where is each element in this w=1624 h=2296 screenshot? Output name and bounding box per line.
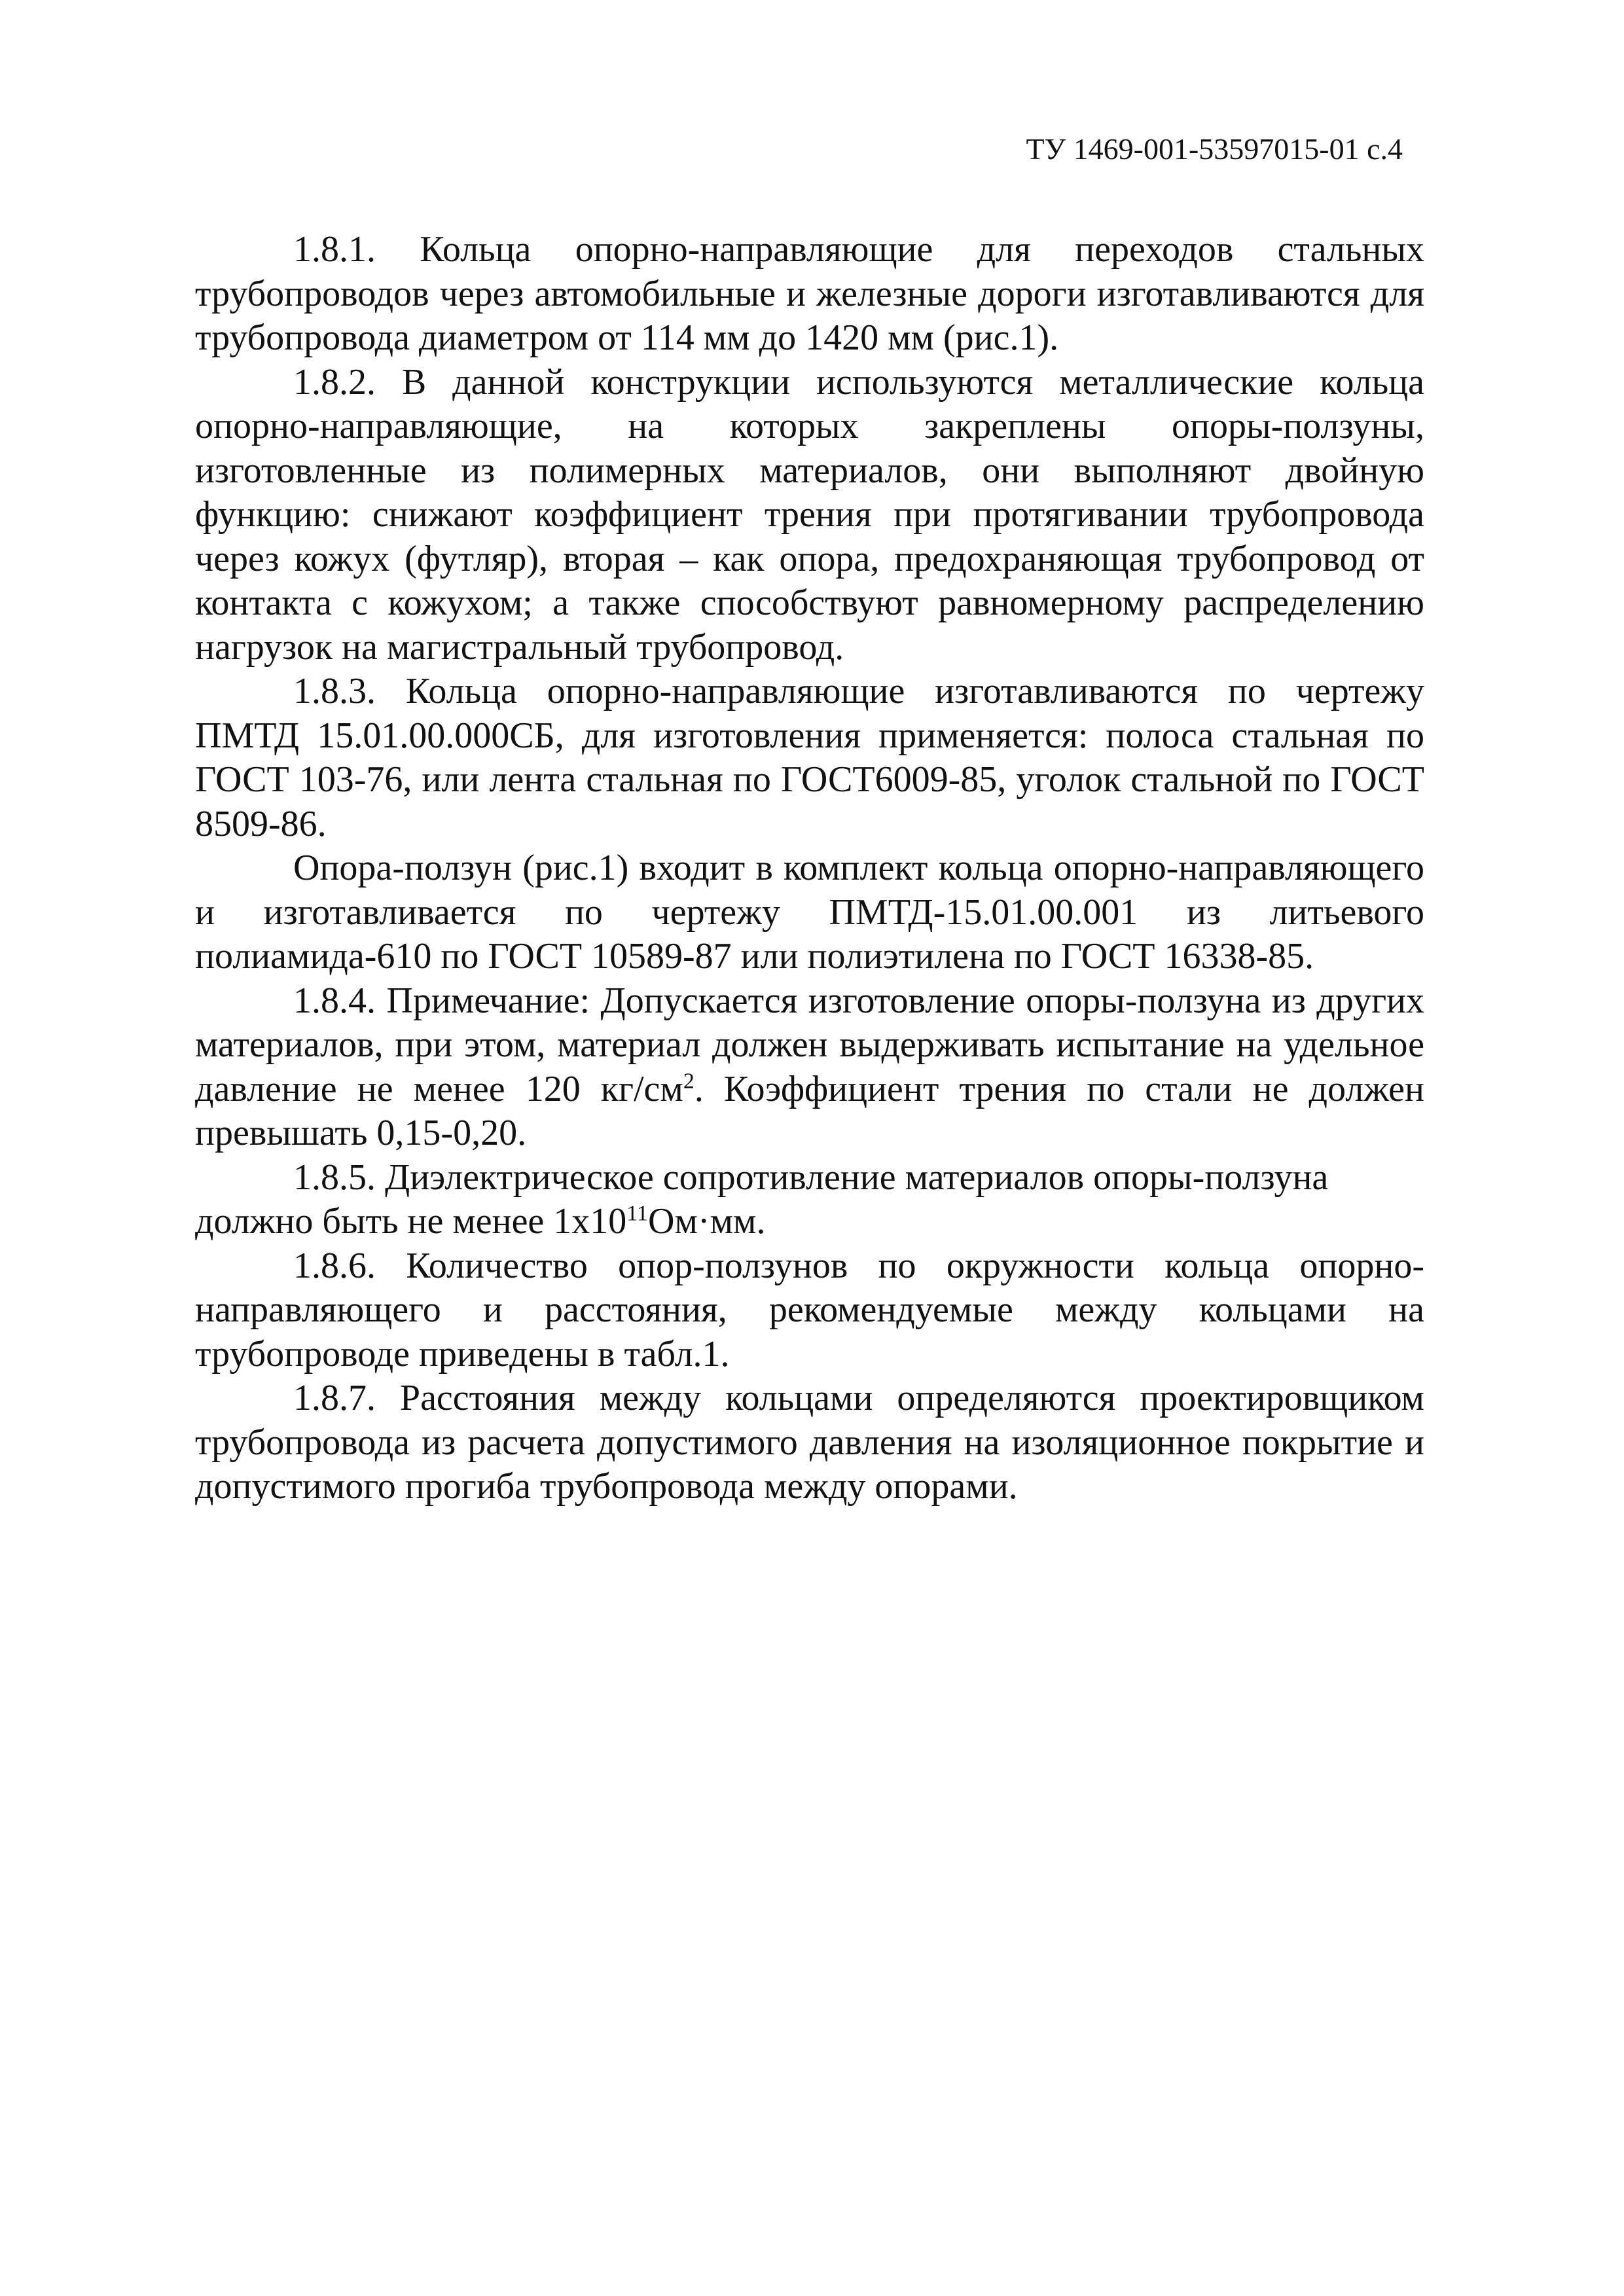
- paragraph-1-8-5-text-end: Ом·мм.: [648, 1201, 766, 1242]
- paragraph-1-8-1: 1.8.1. Кольца опорно-направляющие для переходов стальных трубопроводов через автомобильные и железные дороги изготавливаются для трубопровода диаметром от 114 мм до 1420 мм (рис.1).: [195, 229, 1424, 358]
- document-code-header: ТУ 1469-001-53597015-01 с.4: [1026, 132, 1403, 166]
- paragraph-1-8-4-text-start: 1.8.4. Примечание: Допускается изготовление опоры-ползуна из других материалов, при этом, материал должен выдерживать испытание на удельное давление не менее 120 кг/см: [195, 980, 1424, 1109]
- paragraph-1-8-5-text-start: 1.8.5. Диэлектрическое сопротивление материалов опоры-ползуна должно быть не менее 1х10: [195, 1157, 1329, 1242]
- paragraph-1-8-5: [195, 1156, 1424, 1244]
- pressure-unit-exponent: 2: [683, 1068, 695, 1093]
- paragraph-1-8-6: 1.8.6. Количество опор-ползунов по окружности кольца опорно-направляющего и расстояния, рекомендуемые между кольцами на трубопроводе приведены в табл.1.: [195, 1245, 1424, 1374]
- paragraph-1-8-4: [195, 979, 1424, 1156]
- document-body: [195, 228, 1424, 1509]
- resistance-exponent: 11: [626, 1201, 649, 1226]
- paragraph-1-8-3: 1.8.3. Кольца опорно-направляющие изготавливаются по чертежу ПМТД 15.01.00.000СБ, для изготовления применяется: полоса стальная по ГОСТ 103-76, или лента стальная по ГОСТ6009-85, уголок стальной по ГОСТ 8509-86.: [195, 671, 1424, 844]
- paragraph-1-8-7: 1.8.7. Расстояния между кольцами определяются проектировщиком трубопровода из расчета допустимого давления на изоляционное покрытие и допустимого прогиба трубопровода между опорами.: [195, 1378, 1424, 1507]
- paragraph-1-8-2: 1.8.2. В данной конструкции используются металлические кольца опорно-направляющие, на которых закреплены опоры-ползуны, изготовленные из полимерных материалов, они выполняют двойную функцию: снижают коэффициент трения при протягивании трубопровода через кожух (футляр), вторая – как опора, предохраняющая трубопровод от контакта с кожухом; а также способствуют равномерному распределению нагрузок на магистральный трубопровод.: [195, 361, 1424, 668]
- paragraph-1-8-4-text-end: . Коэффициент трения по стали не должен превышать 0,15-0,20.: [195, 1068, 1425, 1153]
- paragraph-slider-support: Опора-ползун (рис.1) входит в комплект кольца опорно-направляющего и изготавливается по чертежу ПМТД-15.01.00.001 из литьевого полиамида-610 по ГОСТ 10589-87 или полиэтилена по ГОСТ 16338-85.: [195, 848, 1424, 977]
